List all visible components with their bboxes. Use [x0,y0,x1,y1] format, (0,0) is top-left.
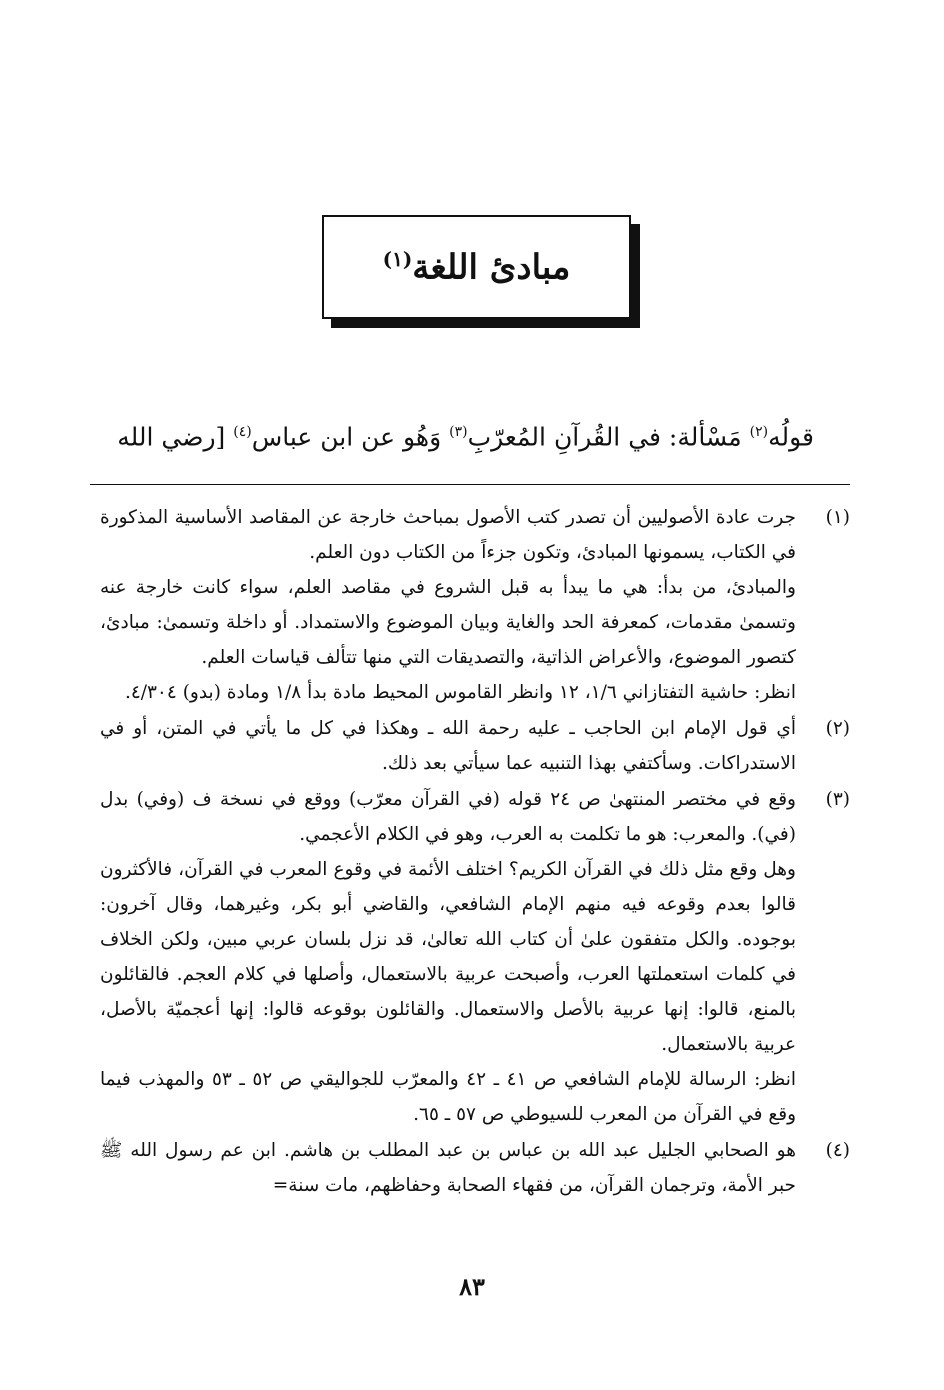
footnote-paragraph: وهل وقع مثل ذلك في القرآن الكريم؟ اختلف الأئمة في وقوع المعرب في القرآن، فالأكثرون قالوا بعدم وقوعه فيه منهم الإمام الشافعي، والقاضي أبو بكر، وغيرهما، وقال آخرون: بوجوده. والكل متفقون علىٰ أن كتاب الله تعالىٰ، قد نزل بلسان عربي مبين، ولكن الخلاف في كلمات استعملتها العرب، وأصبحت عربية بالاستعمال، وأصلها في كلام العجم. فالقائلون بالمنع، قالوا: إنها عربية بالأصل والاستعمال. والقائلون بوقوعه قالوا: إنها أعجميّة بالأصل، عربية بالاستعمال. [100,859,796,1055]
page-number: ٨٣ [459,1272,485,1301]
footnote-number: (٣) [825,789,850,810]
footnotes-section [100,500,850,1204]
footnote-ref-4: (٤) [233,424,252,440]
footnote-number: (٢) [825,718,850,739]
main-text-part-4: [رضي الله [117,422,234,452]
footnote-paragraph: والمبادئ، من بدأ: هي ما يبدأ به قبل الشروع في مقاصد العلم، سواء كانت خارجة عنه وتسمىٰ مقدمات، كمعرفة الحد والغاية وبيان الموضوع والاستمداد. أو داخلة وتسمىٰ: مبادئ، كتصور الموضوع، والأعراض الذاتية، والتصديقات التي منها تتألف قياسات العلم. [100,577,796,668]
footnote-paragraph: هو الصحابي الجليل عبد الله بن عباس بن عبد المطلب بن هاشم. ابن عم رسول الله ﷺ حبر الأمة، وترجمان القرآن، من فقهاء الصحابة وحفاظهم، مات سنة= [100,1140,796,1196]
footnote-4 [100,1133,850,1203]
main-text-part-3: وَهُو عن ابن عباس [251,422,450,452]
footnote-paragraph: وقع في مختصر المنتهىٰ ص ٢٤ قوله (في القرآن معرّب) ووقع في نسخة ف (وفي) بدل (في). والمعرب: هو ما تكلمت به العرب، وهو في الكلام الأعجمي. [100,789,796,845]
footnote-ref-2: (٢) [749,424,769,440]
footnote-paragraph: انظر: حاشية التفتازاني ١/٦، ١٢ وانظر القاموس المحيط مادة بدأ ١/٨ ومادة (بدو) ٤/٣٠٤. [124,682,796,703]
main-text-part-1: قولُه [768,422,814,452]
footnote-ref-3: (٣) [449,424,468,440]
chapter-title-text: مبادئ اللغة [412,247,571,288]
chapter-title-box [322,215,631,319]
chapter-title-footnote-ref: (١) [382,246,413,271]
footnote-paragraph: أي قول الإمام ابن الحاجب ـ عليه رحمة الله ـ وهكذا في كل ما يأتي في المتن، أو في الاستدراكات. وسأكتفي بهذا التنبيه عما سيأتي بعد ذلك. [100,718,796,774]
chapter-title [383,247,571,287]
footnote-paragraph: انظر: الرسالة للإمام الشافعي ص ٤١ ـ ٤٢ والمعرّب للجواليقي ص ٥٢ ـ ٥٣ والمهذب فيما وقع في القرآن من المعرب للسيوطي ص ٥٧ ـ ٦٥. [100,1069,796,1125]
main-text-line [94,412,814,457]
footnote-2 [100,711,850,781]
footnote-separator [90,484,850,485]
footnote-3 [100,782,850,1132]
footnote-1 [100,500,850,710]
footnote-number: (١) [825,507,850,528]
footnote-paragraph: جرت عادة الأصوليين أن تصدر كتب الأصول بمباحث خارجة عن المقاصد الأساسية المذكورة في الكتاب، يسمونها المبادئ، وتكون جزءاً من الكتاب دون العلم. [100,507,796,563]
footnote-number: (٤) [825,1140,850,1161]
main-text-part-2: مَسْألة: في القُرآنِ المُعرّبِ [467,422,750,452]
